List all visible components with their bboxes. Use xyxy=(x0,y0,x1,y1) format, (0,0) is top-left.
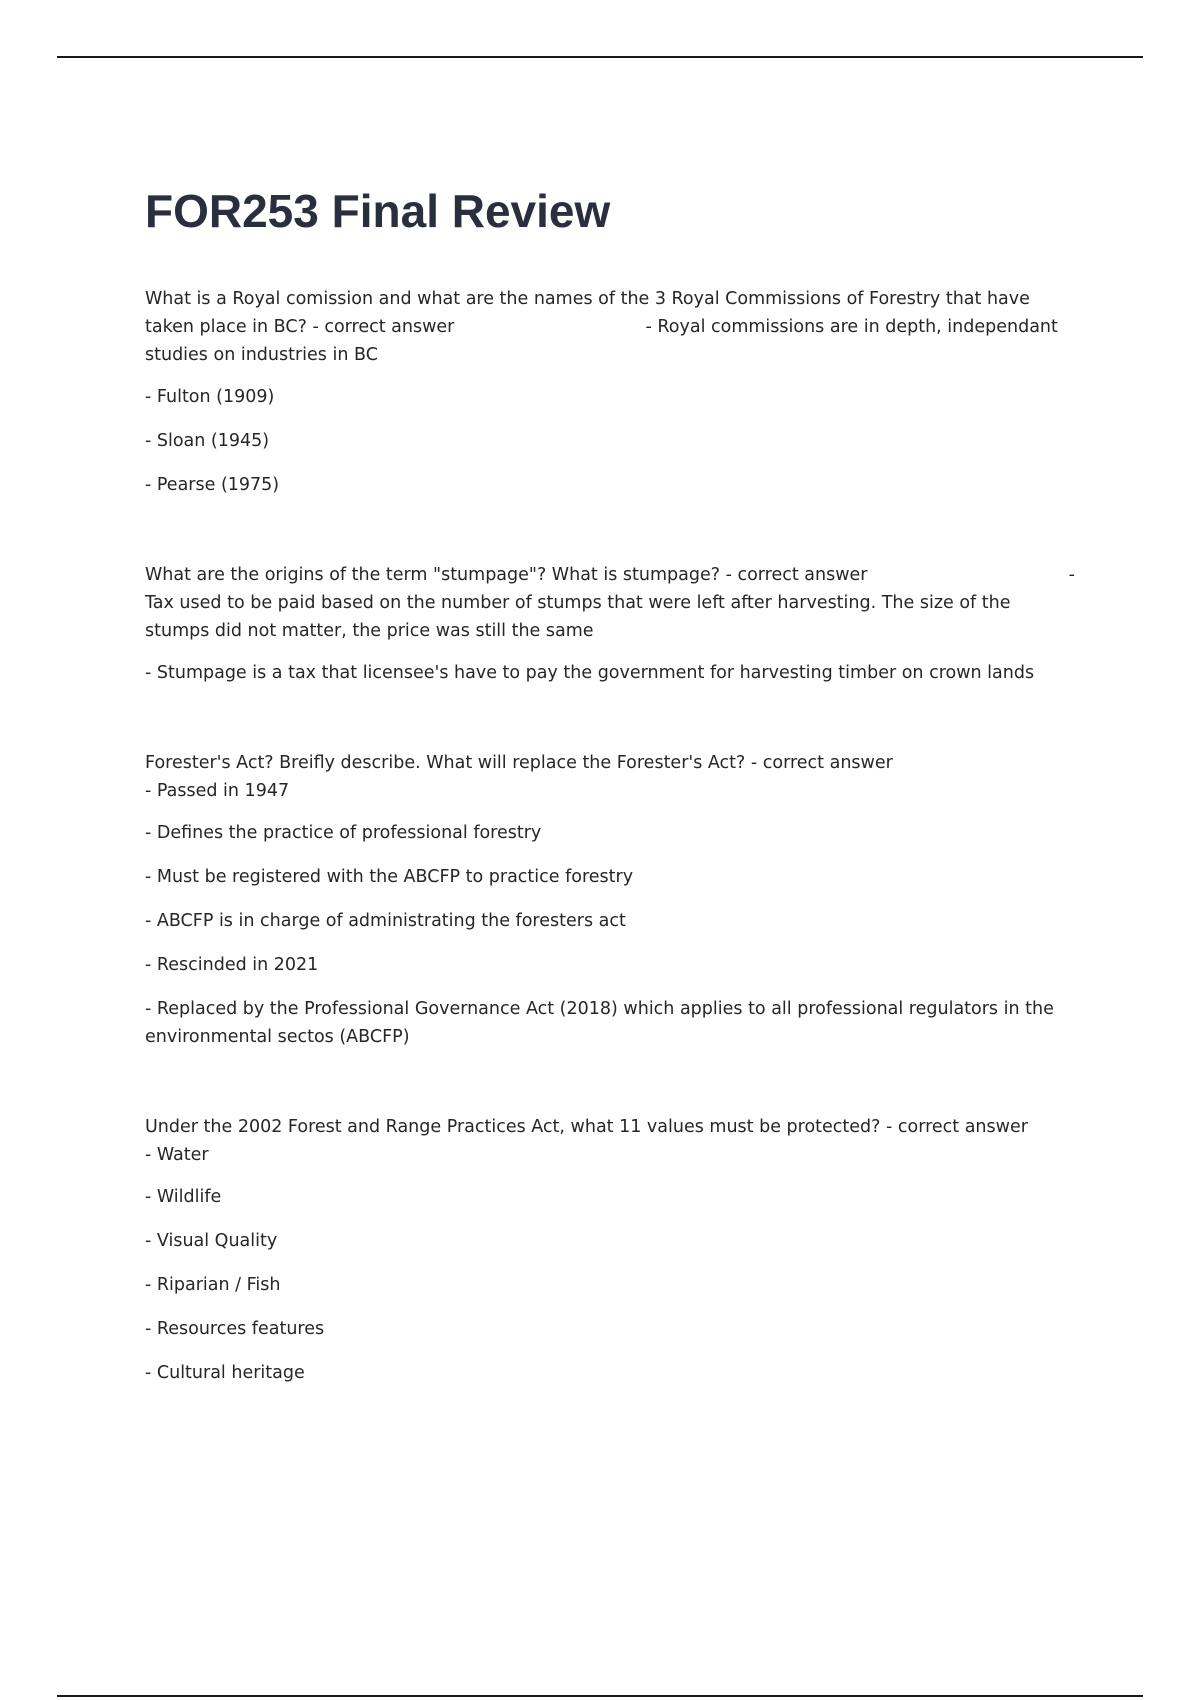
qa-block-stumpage xyxy=(145,561,1075,687)
answer-item: - Riparian / Fish xyxy=(145,1274,281,1295)
question-text: What is a Royal comission and what are the names of the 3 Royal Commissions of Forestry that have taken place in BC? - correct answer xyxy=(145,288,1030,337)
answer-lead: - Tax used to be paid based on the number of stumps that were left after harvesting. The size of the stumps did not matter, the price was still the same xyxy=(145,564,1075,641)
qa-question xyxy=(145,561,1075,645)
qa-block-frpa-values xyxy=(145,1113,1075,1387)
answer-item: - Must be registered with the ABCFP to practice forestry xyxy=(145,866,634,887)
answer-item: - Stumpage is a tax that licensee's have to pay the government for harvesting timber on crown lands xyxy=(145,662,1035,683)
answer-lead: - Water xyxy=(145,1144,209,1165)
top-rule xyxy=(57,56,1143,58)
answer-item: - Cultural heritage xyxy=(145,1362,305,1383)
qa-block-foresters-act xyxy=(145,749,1075,1051)
qa-block-royal-commissions xyxy=(145,285,1075,499)
question-text: What are the origins of the term "stumpage"? What is stumpage? - correct answer xyxy=(145,564,868,585)
answer-item: - Resources features xyxy=(145,1318,325,1339)
qa-question xyxy=(145,1113,1075,1169)
answer-item: - Defines the practice of professional forestry xyxy=(145,822,542,843)
answer-item: - Sloan (1945) xyxy=(145,430,270,451)
document-title: FOR253 Final Review xyxy=(145,185,611,237)
answer-item: - Rescinded in 2021 xyxy=(145,954,319,975)
answer-lead: - Passed in 1947 xyxy=(145,780,290,801)
answer-item: - Replaced by the Professional Governance Act (2018) which applies to all professional regulators in the environmental sectos (ABCFP) xyxy=(145,998,1054,1047)
bottom-rule xyxy=(57,1695,1143,1697)
answer-item: - Pearse (1975) xyxy=(145,474,280,495)
answer-item: - Fulton (1909) xyxy=(145,386,275,407)
question-text: Forester's Act? Breifly describe. What will replace the Forester's Act? - correct answer xyxy=(145,752,893,773)
answer-lead: - Royal commissions are in depth, independant studies on industries in BC xyxy=(145,316,1058,365)
answer-item: - Wildlife xyxy=(145,1186,222,1207)
document-body xyxy=(145,186,1075,1449)
answer-item: - ABCFP is in charge of administrating the foresters act xyxy=(145,910,626,931)
question-text: Under the 2002 Forest and Range Practices Act, what 11 values must be protected? - correct answer xyxy=(145,1116,1028,1137)
answer-item: - Visual Quality xyxy=(145,1230,278,1251)
qa-question xyxy=(145,749,1075,805)
qa-question xyxy=(145,285,1075,369)
